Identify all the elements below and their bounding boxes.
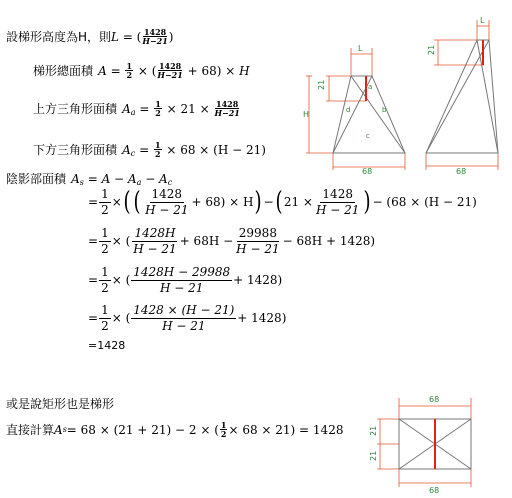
half-fraction: $\frac{1}{2}$ xyxy=(101,187,109,217)
alternative-title: 或是說矩形也是梯形 xyxy=(6,397,115,411)
total-area-line: 梯形總面積 A = $\frac{1}{2}$ × ( $\frac{1428}{H-21}$ + 68) × H xyxy=(33,60,250,80)
label-21: 21 xyxy=(317,79,326,90)
rectangle-figure xyxy=(362,392,504,496)
shaded-area-label: 陰影部面積 xyxy=(6,172,67,186)
fraction-1428-over-h21: $\frac{1428}{H-21}$ xyxy=(157,60,183,80)
half-fraction: $\frac{1}{2}$ xyxy=(155,98,161,118)
label-21: 21 xyxy=(427,44,436,55)
fraction-1428-over-h21: $\frac{1428}{H - 21}$ xyxy=(145,187,189,217)
half-fraction: $\frac{1}{2}$ xyxy=(101,303,109,333)
label-c: c xyxy=(366,132,370,140)
direct-computation-line: 直接計算 A s = 68 × (21 + 21) − 2 × ( $\frac{1}{2}$ × 68 × 21) = 1428 xyxy=(6,420,344,440)
fraction-1428-over-h21: $\frac{1428}{H-21}$ xyxy=(214,98,240,118)
upper-triangle-label: 上方三角形面積 xyxy=(33,102,118,116)
label-68: 68 xyxy=(456,167,467,176)
derivation-step-3: = $\frac{1}{2}$ × ( $\frac{1428H - 29988}{H - 21}$ + 1428) xyxy=(88,265,283,295)
label-21-lower: 21 xyxy=(369,450,378,461)
half-fraction: $\frac{1}{2}$ xyxy=(126,60,133,80)
label-bottom-68: 68 xyxy=(429,486,440,495)
label-L: L xyxy=(358,44,363,53)
upper-triangle-line: 上方三角形面積 $A_a$ = $\frac{1}{2}$ × 21 × $\frac{1428}{H-21}$ xyxy=(33,98,240,118)
label-a: a xyxy=(368,83,373,91)
label-L: L xyxy=(480,16,485,25)
label-top-68: 68 xyxy=(429,395,440,404)
total-area-label: 梯形總面積 xyxy=(33,64,94,78)
eq-sign: = ( xyxy=(119,30,142,44)
half-fraction: $\frac{1}{2}$ xyxy=(220,420,227,440)
diagonal-2 xyxy=(426,40,489,153)
var-A: A xyxy=(98,64,107,78)
lower-triangle-label: 下方三角形面積 xyxy=(33,143,118,157)
derivation-step-1: = $\frac{1}{2}$ × ( ( $\frac{1428}{H - 21}$ + 68) × H ) − ( 21 × $\frac{1428}{H - 21}$ ) − (68 × (H − 21) xyxy=(88,187,477,218)
height-definition-text: 設梯形高度為H，則 xyxy=(6,30,112,44)
label-d: d xyxy=(346,106,351,114)
derivation-step-4: = $\frac{1}{2}$ × ( $\frac{1428 \times (H - 21)}{H - 21}$ + 1428) xyxy=(88,303,287,333)
half-fraction: $\frac{1}{2}$ xyxy=(101,226,109,256)
label-b: b xyxy=(382,106,387,114)
derivation-step-2: = $\frac{1}{2}$ × ( $\frac{1428H}{H - 21}$ + 68H − $\frac{29988}{H - 21}$ − 68H + 1428) xyxy=(88,226,376,256)
half-fraction: $\frac{1}{2}$ xyxy=(101,265,109,295)
diagonal-1 xyxy=(477,40,498,153)
half-fraction: $\frac{1}{2}$ xyxy=(154,139,161,159)
extreme-trapezoid-figure xyxy=(420,14,508,176)
direct-computation-label: 直接計算 xyxy=(6,423,55,438)
lower-triangle-line: 下方三角形面積 $A_c$ = $\frac{1}{2}$ × 68 × (H − 21) xyxy=(33,139,266,159)
fraction-1428-over-h21: $\frac{1428}{H-21}$ xyxy=(142,26,168,46)
trapezoid-figure xyxy=(300,40,418,176)
paren-close: ) xyxy=(168,30,174,44)
label-68: 68 xyxy=(362,167,373,176)
label-21-upper: 21 xyxy=(369,425,378,436)
var-L: L xyxy=(111,30,119,44)
shaded-area-line: 陰影部面積 $A_s = A - A_a - A_c$ xyxy=(6,172,173,187)
height-definition xyxy=(6,26,173,45)
fraction-1428-over-h21: $\frac{1428}{H - 21}$ xyxy=(315,187,360,217)
label-H: H xyxy=(303,110,310,119)
result-value: =1428 xyxy=(88,339,126,352)
diagonal-1 xyxy=(351,76,405,153)
